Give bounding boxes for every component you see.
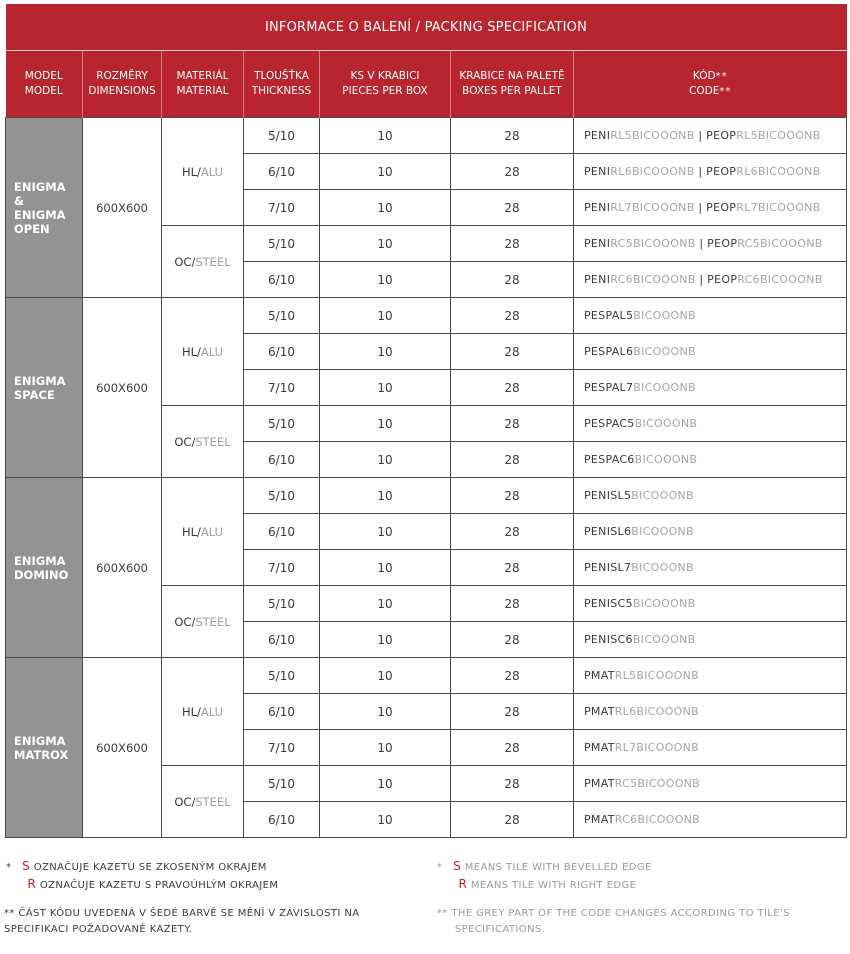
code-segment: PENIS [584, 597, 618, 610]
model-name-line: ENIGMA [14, 207, 66, 222]
code-segment: BICOOONB [633, 345, 696, 358]
code-segment: | PEOP [695, 273, 738, 286]
product-code-cell [574, 802, 847, 838]
header-row [6, 51, 847, 118]
dimensions-cell: 600X600 [83, 118, 162, 298]
code-segment: BICOOONB [632, 633, 696, 646]
pieces-cell: 10 [320, 262, 451, 298]
product-code-cell [574, 514, 847, 550]
code-segment: RL7 [610, 201, 632, 214]
code-segment: BICOOONB [631, 129, 695, 142]
code-segment: PENI [584, 273, 611, 286]
model-name-line: ENIGMA [14, 179, 66, 194]
product-code-cell [574, 550, 847, 586]
code-segment: BICOOONB [633, 309, 696, 322]
material-name: ALU [200, 524, 224, 539]
table-row [6, 478, 847, 514]
product-code-cell [574, 154, 847, 190]
boxes-cell: 28 [451, 586, 574, 622]
code-segment: PENI [584, 165, 611, 178]
material-name: ALU [200, 704, 224, 719]
thickness-cell: 5/10 [244, 226, 320, 262]
code-segment: PENI [584, 237, 611, 250]
pieces-cell: 10 [320, 226, 451, 262]
code-segment: RL7 [736, 201, 758, 214]
material-code: OC/ [174, 254, 196, 269]
thickness-cell: 6/10 [244, 154, 320, 190]
header-code: KÓD** CODE** [574, 51, 847, 118]
code-segment: PMAT [584, 669, 615, 682]
boxes-cell: 28 [451, 514, 574, 550]
product-code-cell [574, 586, 847, 622]
boxes-cell: 28 [451, 658, 574, 694]
code-segment: BICOOONB [633, 381, 696, 394]
thickness-cell: 6/10 [244, 514, 320, 550]
code-segment: | PEOP [694, 129, 737, 142]
code-segment: BICOOONB [634, 453, 698, 466]
thickness-cell: 7/10 [244, 190, 320, 226]
boxes-cell: 28 [451, 226, 574, 262]
material-code: OC/ [174, 434, 196, 449]
code-segment: | PEOP [695, 237, 738, 250]
material-name: STEEL [195, 254, 231, 269]
packing-table [5, 4, 847, 838]
material-name: STEEL [195, 614, 231, 629]
header-thickness: TLOUŠŤKA THICKNESS [244, 51, 320, 118]
thickness-cell: 5/10 [244, 478, 320, 514]
material-code: HL/ [181, 704, 201, 719]
boxes-cell: 28 [451, 478, 574, 514]
boxes-cell: 28 [451, 154, 574, 190]
table-row [6, 118, 847, 154]
material-cell [162, 226, 244, 298]
material-cell [162, 478, 244, 586]
model-name-line: MATROX [14, 747, 69, 762]
code-segment: PENIS [584, 633, 618, 646]
code-segment: L5 [619, 309, 634, 322]
code-segment: BICOOONB [631, 525, 694, 538]
thickness-cell: 6/10 [244, 262, 320, 298]
code-segment: PENI [584, 129, 611, 142]
code-segment: C5 [617, 597, 633, 610]
product-code-cell [574, 190, 847, 226]
code-segment: BICOOONB [759, 237, 823, 250]
material-cell [162, 658, 244, 766]
product-code-cell [574, 766, 847, 802]
boxes-cell: 28 [451, 118, 574, 154]
code-segment: PMAT [584, 777, 615, 790]
boxes-cell: 28 [451, 550, 574, 586]
boxes-cell: 28 [451, 802, 574, 838]
product-code-cell [574, 442, 847, 478]
code-segment: RC5 [614, 777, 638, 790]
product-code-cell [574, 118, 847, 154]
thickness-cell: 7/10 [244, 370, 320, 406]
table-row [6, 658, 847, 694]
thickness-cell: 5/10 [244, 406, 320, 442]
code-segment: BICOOONB [757, 201, 821, 214]
code-segment: C6 [619, 453, 635, 466]
code-segment: RC5 [737, 237, 760, 250]
code-segment: PESPA [584, 309, 620, 322]
code-segment: PENIS [584, 561, 618, 574]
pieces-cell: 10 [320, 514, 451, 550]
pieces-cell: 10 [320, 298, 451, 334]
code-segment: RL6 [614, 705, 637, 718]
boxes-cell: 28 [451, 298, 574, 334]
material-name: STEEL [195, 794, 231, 809]
code-segment: BICOOONB [631, 201, 695, 214]
pieces-cell: 10 [320, 766, 451, 802]
material-cell [162, 406, 244, 478]
boxes-cell: 28 [451, 334, 574, 370]
pieces-cell: 10 [320, 154, 451, 190]
thickness-cell: 6/10 [244, 334, 320, 370]
pieces-cell: 10 [320, 802, 451, 838]
thickness-cell: 6/10 [244, 442, 320, 478]
model-cell [6, 658, 83, 838]
thickness-cell: 5/10 [244, 766, 320, 802]
material-code: HL/ [181, 524, 201, 539]
pieces-cell: 10 [320, 550, 451, 586]
footnote-cz-2: ** ČÁST KÓDU UVEDENÁ V ŠEDÉ BARVĚ SE MĚNÍ V ZÁVISLOSTI NA SPECIFIKACI POŽADOVANÉ KAZETY. [4, 908, 360, 935]
product-code-cell [574, 478, 847, 514]
model-name-line: OPEN [14, 221, 50, 236]
code-segment: RC6 [610, 273, 633, 286]
boxes-cell: 28 [451, 190, 574, 226]
thickness-cell: 7/10 [244, 730, 320, 766]
product-code-cell [574, 694, 847, 730]
code-segment: BICOOONB [632, 237, 696, 250]
table-title: INFORMACE O BALENÍ / PACKING SPECIFICATION [6, 4, 847, 51]
thickness-cell: 5/10 [244, 586, 320, 622]
thickness-cell: 5/10 [244, 298, 320, 334]
model-name-line: ENIGMA [14, 553, 66, 568]
boxes-cell: 28 [451, 262, 574, 298]
code-segment: PESPA [584, 417, 620, 430]
boxes-cell: 28 [451, 730, 574, 766]
table-body [6, 118, 847, 838]
dimensions-cell: 600X600 [83, 478, 162, 658]
product-code-cell [574, 334, 847, 370]
product-code-cell [574, 730, 847, 766]
code-segment: BICOOONB [636, 669, 700, 682]
material-name: STEEL [195, 434, 231, 449]
thickness-cell: 6/10 [244, 694, 320, 730]
product-code-cell [574, 658, 847, 694]
thickness-cell: 7/10 [244, 550, 320, 586]
material-cell [162, 586, 244, 658]
code-segment: BICOOONB [757, 129, 821, 142]
boxes-cell: 28 [451, 694, 574, 730]
code-segment: BICOOONB [637, 777, 701, 790]
pieces-cell: 10 [320, 586, 451, 622]
model-cell [6, 118, 83, 298]
material-cell [162, 298, 244, 406]
pieces-cell: 10 [320, 406, 451, 442]
header-boxes: KRABICE NA PALETĚ BOXES PER PALLET [451, 51, 574, 118]
code-segment: RL5 [736, 129, 758, 142]
pieces-cell: 10 [320, 190, 451, 226]
model-name-line: DOMINO [14, 567, 69, 582]
header-dimensions: ROZMĚRY DIMENSIONS [83, 51, 162, 118]
product-code-cell [574, 406, 847, 442]
code-segment: PMAT [584, 705, 615, 718]
model-name-line: SPACE [14, 387, 55, 402]
material-code: HL/ [181, 344, 201, 359]
footnote-en-1: * S MEANS TILE WITH BEVELLED EDGE R MEANS TILE WITH RIGHT EDGE [437, 859, 652, 891]
code-segment: PESPA [584, 381, 620, 394]
pieces-cell: 10 [320, 370, 451, 406]
code-segment: C5 [619, 417, 635, 430]
header-pieces: KS V KRABICI PIECES PER BOX [320, 51, 451, 118]
footnote-en-2: ** THE GREY PART OF THE CODE CHANGES ACCORDING TO TILE'S SPECIFICATIONS. [437, 908, 790, 935]
footnote-cz-1: * S OZNAČUJE KAZETU SE ZKOSENÝM OKRAJEM R OZNAČUJE KAZETU S PRAVOÚHLÝM OKRAJEM [6, 859, 279, 891]
code-segment: BICOOONB [632, 273, 696, 286]
code-segment: BICOOONB [631, 165, 695, 178]
code-segment: BICOOONB [757, 165, 821, 178]
code-segment: BICOOONB [637, 813, 701, 826]
product-code-cell [574, 370, 847, 406]
code-segment: PESPA [584, 453, 620, 466]
pieces-cell: 10 [320, 334, 451, 370]
pieces-cell: 10 [320, 118, 451, 154]
code-segment: C6 [617, 633, 633, 646]
code-segment: L6 [617, 525, 632, 538]
thickness-cell: 6/10 [244, 622, 320, 658]
code-segment: BICOOONB [632, 597, 696, 610]
boxes-cell: 28 [451, 622, 574, 658]
code-segment: PENIS [584, 525, 618, 538]
packing-spec-sheet [5, 4, 846, 838]
code-segment: L5 [617, 489, 632, 502]
material-name: ALU [200, 344, 224, 359]
model-name-line: ENIGMA [14, 733, 66, 748]
pieces-cell: 10 [320, 478, 451, 514]
code-segment: BICOOONB [631, 561, 694, 574]
code-segment: BICOOONB [636, 705, 700, 718]
code-segment: BICOOONB [634, 417, 698, 430]
product-code-cell [574, 262, 847, 298]
material-code: OC/ [174, 794, 196, 809]
code-segment: RL5 [614, 669, 637, 682]
code-segment: PENI [584, 201, 611, 214]
code-segment: | PEOP [694, 165, 737, 178]
thickness-cell: 5/10 [244, 118, 320, 154]
material-code: HL/ [181, 164, 201, 179]
thickness-cell: 5/10 [244, 658, 320, 694]
model-cell [6, 478, 83, 658]
material-cell [162, 766, 244, 838]
pieces-cell: 10 [320, 622, 451, 658]
header-material: MATERIÁL MATERIAL [162, 51, 244, 118]
code-segment: BICOOONB [636, 741, 700, 754]
thickness-cell: 6/10 [244, 802, 320, 838]
code-segment: RL6 [610, 165, 632, 178]
code-segment: PMAT [584, 741, 615, 754]
boxes-cell: 28 [451, 442, 574, 478]
product-code-cell [574, 622, 847, 658]
dimensions-cell: 600X600 [83, 658, 162, 838]
table-row [6, 298, 847, 334]
pieces-cell: 10 [320, 694, 451, 730]
boxes-cell: 28 [451, 370, 574, 406]
code-segment: L7 [617, 561, 632, 574]
code-segment: BICOOONB [759, 273, 823, 286]
model-cell [6, 298, 83, 478]
model-name-line: ENIGMA [14, 373, 66, 388]
code-segment: RC6 [737, 273, 760, 286]
code-segment: L6 [619, 345, 634, 358]
material-name: ALU [200, 164, 224, 179]
material-code: OC/ [174, 614, 196, 629]
product-code-cell [574, 226, 847, 262]
code-segment: L7 [619, 381, 634, 394]
pieces-cell: 10 [320, 658, 451, 694]
code-segment: BICOOONB [631, 489, 694, 502]
boxes-cell: 28 [451, 406, 574, 442]
code-segment: RC5 [610, 237, 633, 250]
pieces-cell: 10 [320, 730, 451, 766]
header-model: MODEL MODEL [6, 51, 83, 118]
model-name-line: & [14, 193, 25, 208]
code-segment: RL6 [736, 165, 758, 178]
code-segment: PENIS [584, 489, 618, 502]
product-code-cell [574, 298, 847, 334]
code-segment: PMAT [584, 813, 615, 826]
code-segment: | PEOP [694, 201, 737, 214]
pieces-cell: 10 [320, 442, 451, 478]
dimensions-cell: 600X600 [83, 298, 162, 478]
boxes-cell: 28 [451, 766, 574, 802]
code-segment: PESPA [584, 345, 620, 358]
code-segment: RL7 [614, 741, 637, 754]
code-segment: RC6 [614, 813, 638, 826]
code-segment: RL5 [610, 129, 632, 142]
material-cell [162, 118, 244, 226]
